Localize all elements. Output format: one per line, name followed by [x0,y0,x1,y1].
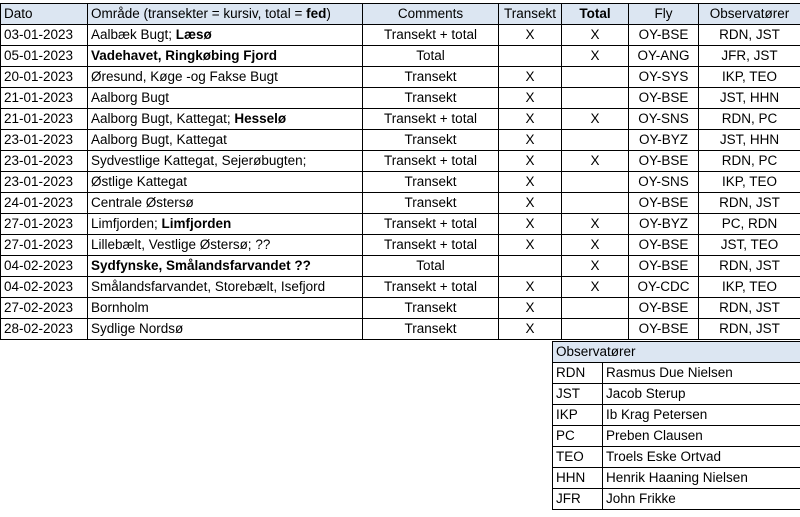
legend-body [553,363,800,510]
legend-row [553,405,800,426]
cell-total [562,172,629,193]
cell-omrade-plain: Centrale Østersø [91,195,194,210]
legend-name: Troels Eske Ortvad [603,447,800,468]
table-row [1,109,800,130]
cell-transekt [499,256,562,277]
table-row [1,172,800,193]
cell-omrade-bold: Sydfynske, Smålandsfarvandet ?? [91,258,311,273]
cell-dato: 21-01-2023 [1,88,88,109]
cell-transekt: X [499,109,562,130]
cell-omrade [88,172,363,193]
table-row [1,88,800,109]
cell-omrade-plain: Bornholm [91,300,149,315]
legend-code: IKP [553,405,603,426]
cell-comments: Transekt [363,67,499,88]
cell-dato: 04-02-2023 [1,277,88,298]
cell-transekt: X [499,298,562,319]
cell-total: X [562,256,629,277]
cell-total [562,130,629,151]
legend-row [553,363,800,384]
cell-total [562,319,629,340]
cell-fly: OY-CDC [629,277,699,298]
cell-dato: 27-02-2023 [1,298,88,319]
table-row [1,151,800,172]
cell-observatorer: JST, HHN [699,88,800,109]
cell-transekt [499,46,562,67]
cell-omrade-plain: Limfjorden; [91,216,162,231]
cell-comments: Transekt + total [363,25,499,46]
cell-omrade-plain: Aalborg Bugt [91,90,170,105]
header-omrade-suffix: ) [326,6,331,21]
cell-transekt: X [499,130,562,151]
cell-omrade-plain: Sydvestlige Kattegat, Sejerøbugten; [91,153,307,168]
cell-transekt: X [499,172,562,193]
cell-omrade-plain: Øresund, Køge -og Fakse Bugt [91,69,278,84]
legend-row [553,468,800,489]
cell-omrade-plain: Smålandsfarvandet, Storebælt, Isefjord [91,279,326,294]
cell-total: X [562,235,629,256]
cell-omrade-plain: Aalbæk Bugt; [91,27,176,42]
legend-title: Observatører [553,342,800,363]
cell-fly: OY-BYZ [629,214,699,235]
cell-dato: 23-01-2023 [1,151,88,172]
legend-code: HHN [553,468,603,489]
cell-omrade [88,256,363,277]
cell-omrade [88,109,363,130]
cell-omrade [88,151,363,172]
header-omrade-prefix: Område (transekter = kursiv, total = [91,6,307,21]
cell-omrade-bold: Limfjorden [161,216,232,231]
cell-transekt: X [499,235,562,256]
cell-total [562,88,629,109]
header-transekt: Transekt [499,4,562,25]
cell-dato: 05-01-2023 [1,46,88,67]
cell-fly: OY-SNS [629,109,699,130]
cell-omrade-plain: Lillebælt, Vestlige Østersø; ?? [91,237,271,252]
cell-dato: 24-01-2023 [1,193,88,214]
legend-name: Jacob Sterup [603,384,800,405]
cell-total [562,298,629,319]
cell-transekt: X [499,25,562,46]
header-row [1,4,800,25]
cell-fly: OY-BSE [629,193,699,214]
cell-observatorer: RDN, PC [699,109,800,130]
cell-omrade [88,277,363,298]
cell-omrade-plain: Sydlige Nordsø [91,321,184,336]
legend-code: JST [553,384,603,405]
header-dato: Dato [1,4,88,25]
cell-fly: OY-ANG [629,46,699,67]
cell-omrade [88,25,363,46]
cell-transekt: X [499,67,562,88]
cell-total: X [562,46,629,67]
cell-dato: 27-01-2023 [1,235,88,256]
cell-comments: Total [363,256,499,277]
table-row [1,256,800,277]
cell-total: X [562,109,629,130]
cell-omrade-bold: Vadehavet, Ringkøbing Fjord [91,48,278,63]
cell-observatorer: RDN, JST [699,298,800,319]
cell-transekt: X [499,193,562,214]
cell-comments: Transekt [363,172,499,193]
cell-comments: Transekt [363,193,499,214]
cell-transekt: X [499,319,562,340]
cell-observatorer: IKP, TEO [699,67,800,88]
cell-fly: OY-BSE [629,88,699,109]
survey-table [0,3,800,340]
cell-observatorer: JST, HHN [699,130,800,151]
cell-dato: 20-01-2023 [1,67,88,88]
cell-observatorer: JFR, JST [699,46,800,67]
table-row [1,277,800,298]
cell-transekt: X [499,277,562,298]
cell-comments: Transekt + total [363,214,499,235]
cell-dato: 23-01-2023 [1,172,88,193]
table-row [1,193,800,214]
cell-comments: Transekt + total [363,235,499,256]
cell-fly: OY-BSE [629,256,699,277]
cell-omrade-bold: Hesselø [234,111,287,126]
cell-comments: Transekt + total [363,109,499,130]
cell-dato: 27-01-2023 [1,214,88,235]
table-row [1,130,800,151]
cell-observatorer: JST, TEO [699,235,800,256]
legend-row [553,447,800,468]
cell-transekt: X [499,151,562,172]
cell-total: X [562,214,629,235]
cell-comments: Transekt [363,319,499,340]
cell-total [562,193,629,214]
legend-name: Ib Krag Petersen [603,405,800,426]
table-row [1,235,800,256]
legend-code: JFR [553,489,603,510]
cell-comments: Transekt [363,130,499,151]
cell-omrade [88,193,363,214]
cell-comments: Total [363,46,499,67]
cell-comments: Transekt + total [363,277,499,298]
cell-fly: OY-BSE [629,25,699,46]
cell-fly: OY-BYZ [629,130,699,151]
cell-fly: OY-BSE [629,298,699,319]
cell-total: X [562,151,629,172]
table-row [1,67,800,88]
cell-total: X [562,25,629,46]
header-total: Total [562,4,629,25]
cell-dato: 03-01-2023 [1,25,88,46]
header-fly: Fly [629,4,699,25]
cell-omrade [88,88,363,109]
cell-dato: 23-01-2023 [1,130,88,151]
legend-name: John Frikke [603,489,800,510]
cell-comments: Transekt [363,88,499,109]
cell-omrade [88,298,363,319]
cell-omrade-plain: Østlige Kattegat [91,174,188,189]
cell-omrade [88,235,363,256]
cell-observatorer: PC, RDN [699,214,800,235]
legend-code: TEO [553,447,603,468]
table-row [1,46,800,67]
survey-table-body [1,25,800,340]
cell-fly: OY-BSE [629,235,699,256]
table-row [1,319,800,340]
header-comments: Comments [363,4,499,25]
cell-fly: OY-SNS [629,172,699,193]
legend-name: Henrik Haaning Nielsen [603,468,800,489]
cell-omrade-plain: Aalborg Bugt, Kattegat [91,132,227,147]
legend-code: PC [553,426,603,447]
cell-observatorer: RDN, JST [699,256,800,277]
legend-code: RDN [553,363,603,384]
table-row [1,298,800,319]
table-row [1,25,800,46]
cell-omrade-bold: Læsø [175,27,212,42]
cell-observatorer: IKP, TEO [699,172,800,193]
cell-omrade [88,67,363,88]
cell-observatorer: IKP, TEO [699,277,800,298]
cell-observatorer: RDN, JST [699,319,800,340]
legend-row [553,489,800,510]
cell-total [562,67,629,88]
legend-name: Preben Clausen [603,426,800,447]
legend-row [553,384,800,405]
cell-comments: Transekt + total [363,151,499,172]
cell-omrade [88,319,363,340]
cell-observatorer: RDN, PC [699,151,800,172]
cell-transekt: X [499,88,562,109]
cell-fly: OY-BSE [629,151,699,172]
legend-name: Rasmus Due Nielsen [603,363,800,384]
table-row [1,214,800,235]
cell-comments: Transekt [363,298,499,319]
cell-omrade [88,130,363,151]
cell-total: X [562,277,629,298]
cell-omrade [88,46,363,67]
cell-dato: 21-01-2023 [1,109,88,130]
cell-transekt: X [499,214,562,235]
legend-header-row [553,342,800,363]
cell-omrade-plain: Aalborg Bugt, Kattegat; [91,111,235,126]
cell-omrade [88,214,363,235]
cell-fly: OY-SYS [629,67,699,88]
cell-dato: 28-02-2023 [1,319,88,340]
cell-observatorer: RDN, JST [699,193,800,214]
legend-row [553,426,800,447]
cell-fly: OY-BSE [629,319,699,340]
cell-dato: 04-02-2023 [1,256,88,277]
header-omrade-bold: fed [306,6,327,21]
observer-legend-table [552,341,800,510]
header-observatorer: Observatører [699,4,800,25]
cell-observatorer: RDN, JST [699,25,800,46]
header-omrade [88,4,363,25]
